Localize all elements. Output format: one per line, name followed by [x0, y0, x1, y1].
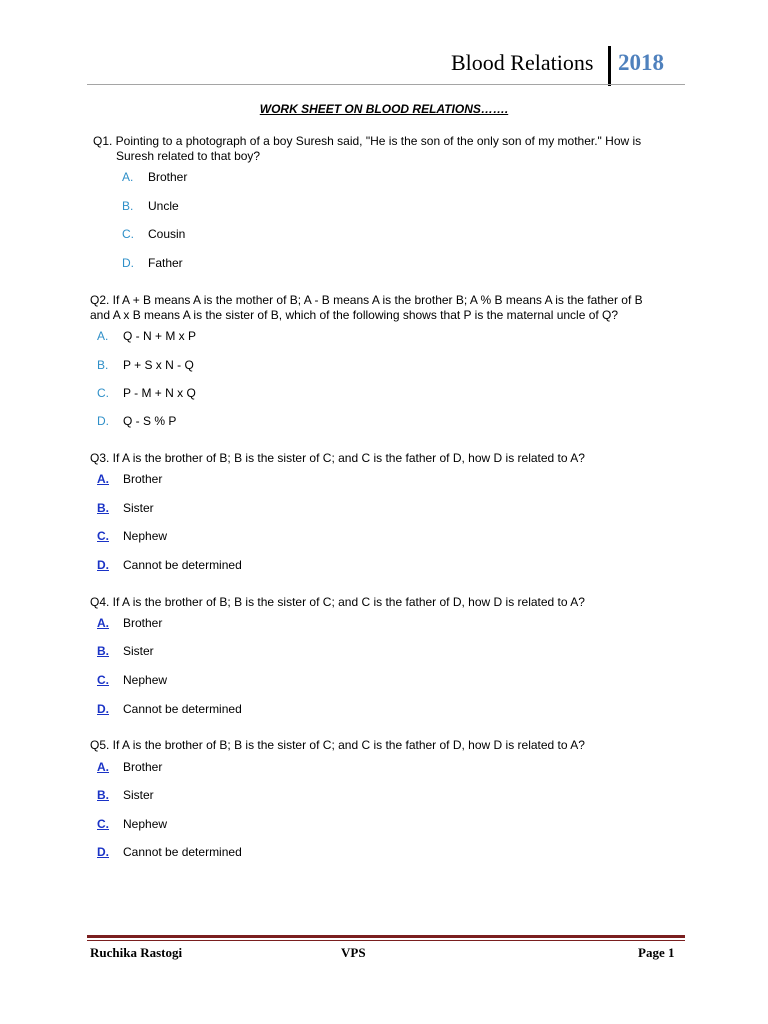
option-text: Sister	[123, 788, 154, 802]
option-label-link[interactable]: C.	[97, 817, 109, 831]
option-label-link[interactable]: B.	[97, 501, 109, 515]
question-4: Q4. If A is the brother of B; B is the sister of C; and C is the father of D, how D is related to A?	[90, 595, 585, 609]
option-text: Brother	[123, 616, 163, 630]
option-label-link[interactable]: A.	[97, 472, 109, 486]
option-text: Sister	[123, 501, 154, 515]
option-text: Q - N + M x P	[123, 329, 197, 343]
option-text: Cannot be determined	[123, 702, 242, 716]
header-rule	[87, 84, 685, 85]
option-text: Brother	[123, 760, 163, 774]
option-label: B.	[97, 358, 109, 372]
option-text: Cousin	[148, 227, 186, 241]
option-label-link[interactable]: D.	[97, 845, 109, 859]
footer-author: Ruchika Rastogi	[90, 945, 183, 960]
option-label: D.	[97, 414, 109, 428]
footer-center: VPS	[341, 945, 366, 960]
option-label: C.	[122, 227, 134, 241]
footer-page-number: Page 1	[638, 945, 675, 960]
header-separator	[608, 46, 611, 86]
option-text: Brother	[123, 472, 163, 486]
question-1-line-2: Suresh related to that boy?	[116, 149, 261, 163]
option-label-link[interactable]: B.	[97, 644, 109, 658]
option-text: P - M + N x Q	[123, 386, 196, 400]
question-5: Q5. If A is the brother of B; B is the sister of C; and C is the father of D, how D is related to A?	[90, 738, 585, 752]
option-text: Sister	[123, 644, 154, 658]
option-label: C.	[97, 386, 109, 400]
header-title: Blood Relations	[451, 50, 594, 75]
question-1-line-1: Q1. Pointing to a photograph of a boy Suresh said, "He is the son of the only son of my mother." How is	[93, 134, 642, 148]
option-text: Cannot be determined	[123, 558, 242, 572]
option-text: Uncle	[148, 199, 179, 213]
option-text: Nephew	[123, 817, 168, 831]
footer-rule-thin	[87, 940, 685, 941]
option-text: Father	[148, 256, 183, 270]
option-label-link[interactable]: D.	[97, 558, 109, 572]
option-label-link[interactable]: C.	[97, 673, 109, 687]
option-text: Nephew	[123, 529, 168, 543]
question-2-line-2: and A x B means A is the sister of B, which of the following shows that P is the maternal uncle of Q?	[90, 308, 619, 322]
question-2-line-1: Q2. If A + B means A is the mother of B; A - B means A is the brother B; A % B means A is the father of B	[90, 293, 643, 307]
option-label: D.	[122, 256, 134, 270]
footer-rule-thick	[87, 935, 685, 938]
option-text: Nephew	[123, 673, 168, 687]
option-text: P + S x N - Q	[123, 358, 194, 372]
option-text: Cannot be determined	[123, 845, 242, 859]
option-text: Q - S % P	[123, 414, 177, 428]
header-year: 2018	[618, 50, 664, 75]
option-label-link[interactable]: A.	[97, 760, 109, 774]
option-label-link[interactable]: C.	[97, 529, 109, 543]
option-text: Brother	[148, 170, 188, 184]
option-label: B.	[122, 199, 134, 213]
option-label-link[interactable]: A.	[97, 616, 109, 630]
option-label-link[interactable]: D.	[97, 702, 109, 716]
option-label: A.	[97, 329, 109, 343]
question-3: Q3. If A is the brother of B; B is the sister of C; and C is the father of D, how D is related to A?	[90, 451, 585, 465]
worksheet-title: WORK SHEET ON BLOOD RELATIONS…….	[259, 102, 509, 116]
option-label: A.	[122, 170, 134, 184]
option-label-link[interactable]: B.	[97, 788, 109, 802]
